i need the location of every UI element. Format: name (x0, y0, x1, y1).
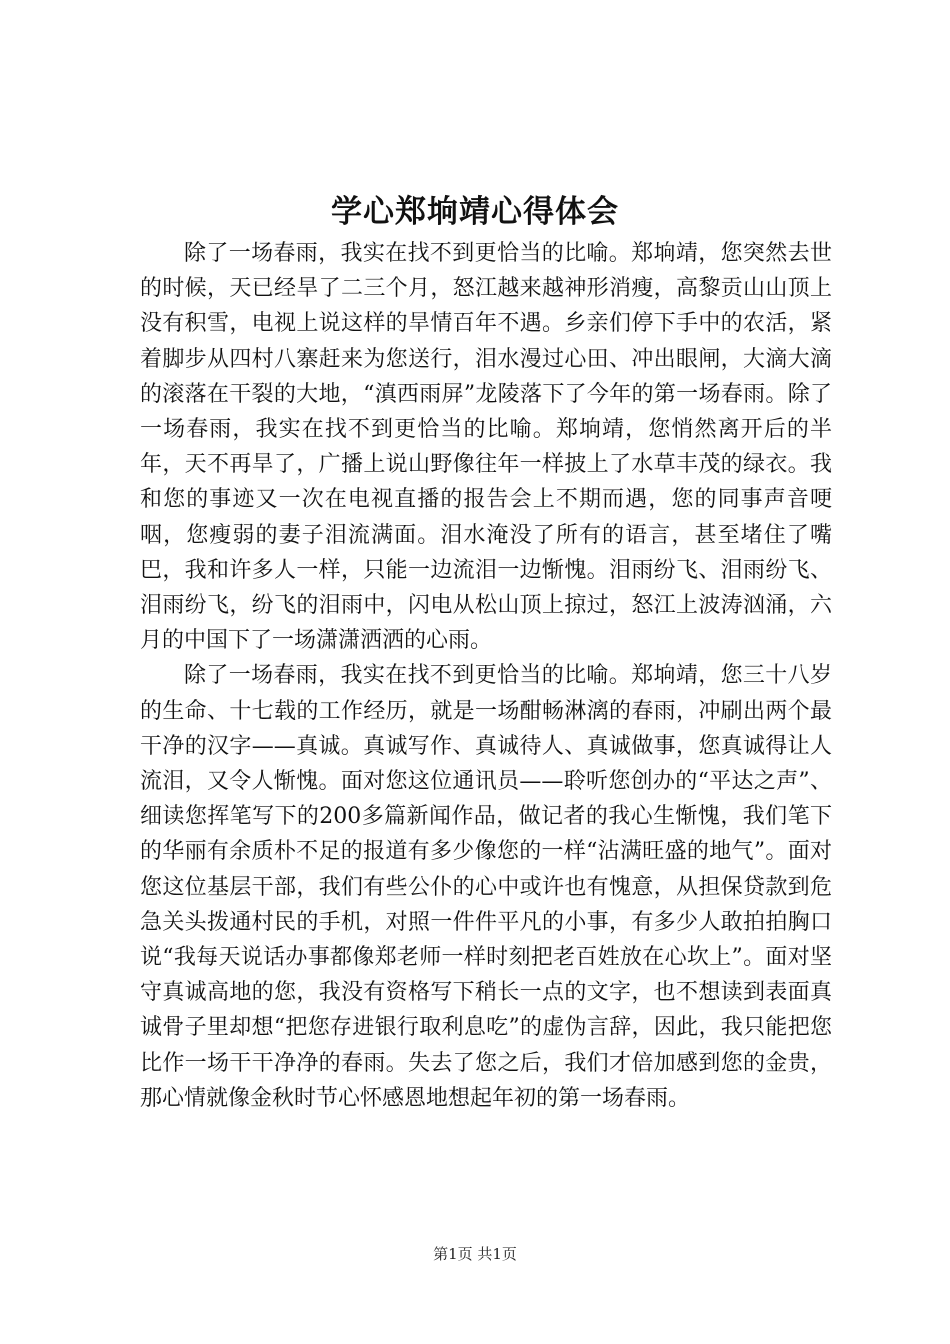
document-title: 学心郑垧靖心得体会 (331, 194, 619, 230)
paragraph-2: 除了一场春雨，我实在找不到更恰当的比喻。郑垧靖，您三十八岁的生命、十七载的工作经历，就是一场酣畅淋漓的春雨，冲刷出两个最干净的汉字——真诚。真诚写作、真诚待人、真诚做事，您真诚得让人流泪，又令人惭愧。面对您这位通讯员——聆听您创办的“平达之声”、细读您挥笔写下的200多篇新闻作品，做记者的我心生惭愧，我们笔下的华丽有余质朴不足的报道有多少像您的一样“沾满旺盛的地气”。面对您这位基层干部，我们有些公仆的心中或许也有愧意，从担保贷款到危急关头拨通村民的手机，对照一件件平凡的小事，有多少人敢拍拍胸口说“我每天说话办事都像郑老师一样时刻把老百姓放在心坎上”。面对坚守真诚高地的您，我没有资格写下稍长一点的文字，也不想读到表面真诚骨子里却想“把您存进银行取利息吃”的虚伪言辞，因此，我只能把您比作一场干干净净的春雨。失去了您之后，我们才倍加感到您的金贵，那心情就像金秋时节心怀感恩地想起年初的第一场春雨。 (140, 663, 832, 1111)
page-footer: 第1页 共1页 (433, 1245, 517, 1263)
document-body (140, 236, 832, 1116)
paragraph-1: 除了一场春雨，我实在找不到更恰当的比喻。郑垧靖，您突然去世的时候，天已经旱了二三个月，怒江越来越神形消瘦，高黎贡山山顶上没有积雪，电视上说这样的旱情百年不遇。乡亲们停下手中的农活，紧着脚步从四村八寨赶来为您送行，泪水漫过心田、冲出眼闸，大滴大滴的滚落在干裂的大地，“滇西雨屏”龙陵落下了今年的第一场春雨。除了一场春雨，我实在找不到更恰当的比喻。郑垧靖，您悄然离开后的半年，天不再旱了，广播上说山野像往年一样披上了水草丰茂的绿衣。我和您的事迹又一次在电视直播的报告会上不期而遇，您的同事声音哽咽，您瘦弱的妻子泪流满面。泪水淹没了所有的语言，甚至堵住了嘴巴，我和许多人一样，只能一边流泪一边惭愧。泪雨纷飞、泪雨纷飞、泪雨纷飞，纷飞的泪雨中，闪电从松山顶上掠过，怒江上波涛汹涌，六月的中国下了一场潇潇洒洒的心雨。 (140, 241, 832, 654)
